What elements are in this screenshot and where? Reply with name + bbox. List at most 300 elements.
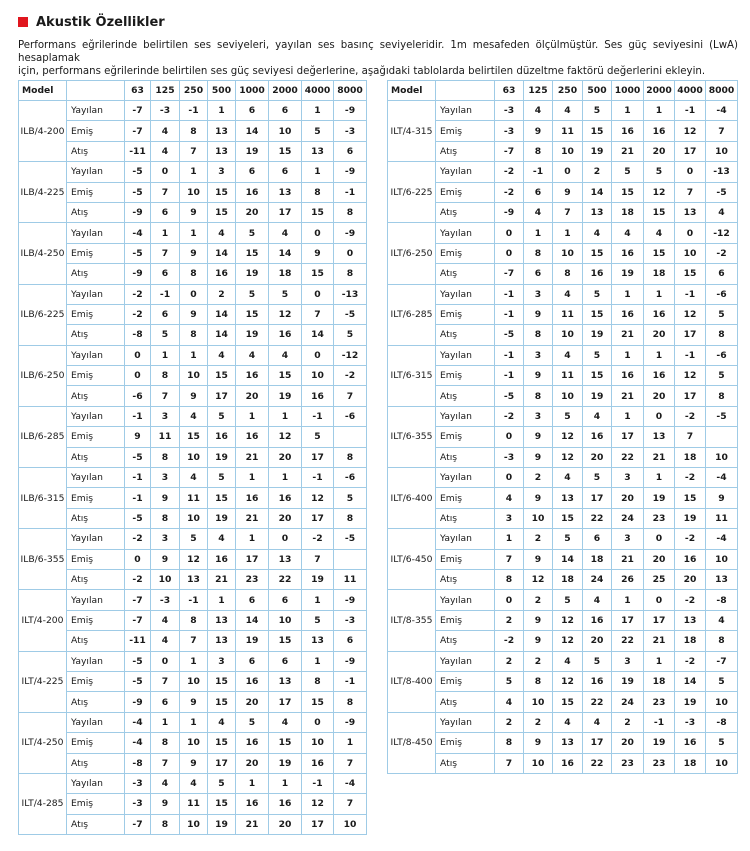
value-cell: 20 — [236, 202, 269, 222]
measurement-type-cell: Emiş — [67, 304, 125, 324]
value-cell: 17 — [269, 692, 302, 712]
value-cell: -2 — [675, 590, 706, 610]
value-cell: 3 — [151, 406, 180, 426]
value-cell: -5 — [125, 671, 151, 691]
value-cell: 8 — [706, 325, 738, 345]
table-row — [19, 733, 367, 753]
value-cell: -2 — [125, 304, 151, 324]
value-cell: 9 — [553, 182, 583, 202]
table-row — [19, 325, 367, 345]
measurement-type-cell: Atış — [67, 325, 125, 345]
value-cell: -8 — [706, 590, 738, 610]
value-cell: 15 — [302, 692, 334, 712]
value-cell: 7 — [675, 182, 706, 202]
value-cell: 0 — [553, 162, 583, 182]
value-cell: 12 — [675, 366, 706, 386]
measurement-type-cell: Emiş — [436, 733, 495, 753]
value-cell: 4 — [583, 223, 612, 243]
value-cell: 15 — [269, 366, 302, 386]
value-cell: 16 — [644, 366, 675, 386]
value-cell: 8 — [180, 121, 208, 141]
value-cell: 12 — [644, 182, 675, 202]
value-cell: 21 — [644, 447, 675, 467]
value-cell: 6 — [583, 529, 612, 549]
value-cell: 11 — [553, 121, 583, 141]
value-cell: 10 — [553, 325, 583, 345]
value-cell: 8 — [334, 447, 367, 467]
value-cell: 13 — [553, 488, 583, 508]
value-cell: 1 — [269, 468, 302, 488]
table-row — [388, 427, 738, 447]
value-cell: 15 — [208, 794, 236, 814]
measurement-type-cell: Yayılan — [67, 712, 125, 732]
value-cell: 8 — [334, 202, 367, 222]
value-cell: 14 — [208, 325, 236, 345]
measurement-type-cell: Atış — [436, 386, 495, 406]
value-cell: 5 — [553, 406, 583, 426]
value-cell: 1 — [208, 101, 236, 121]
value-cell: -3 — [125, 773, 151, 793]
value-cell: 1 — [269, 773, 302, 793]
value-cell: -1 — [644, 712, 675, 732]
value-cell: 5 — [495, 671, 524, 691]
value-cell: 5 — [706, 671, 738, 691]
value-cell: 1 — [644, 284, 675, 304]
table-row — [388, 447, 738, 467]
column-header-125: 125 — [151, 81, 180, 101]
value-cell: 7 — [302, 549, 334, 569]
table-row — [388, 101, 738, 121]
value-cell: -2 — [495, 182, 524, 202]
value-cell: 4 — [208, 223, 236, 243]
value-cell: 20 — [269, 814, 302, 834]
value-cell: 19 — [208, 814, 236, 834]
model-name-cell: ILB/6-355 — [19, 529, 67, 590]
value-cell: -3 — [151, 101, 180, 121]
value-cell: 6 — [269, 162, 302, 182]
value-cell: 1 — [151, 345, 180, 365]
value-cell: 16 — [236, 427, 269, 447]
value-cell: 20 — [644, 386, 675, 406]
model-name-cell: ILT/4-315 — [388, 101, 436, 162]
value-cell: 14 — [553, 549, 583, 569]
value-cell: 1 — [524, 223, 553, 243]
measurement-type-cell: Atış — [436, 692, 495, 712]
measurement-type-cell: Atış — [436, 264, 495, 284]
value-cell: 0 — [644, 590, 675, 610]
value-cell: 9 — [524, 549, 553, 569]
value-cell: -2 — [675, 468, 706, 488]
table-row — [19, 345, 367, 365]
value-cell: 6 — [524, 264, 553, 284]
measurement-type-cell: Yayılan — [436, 284, 495, 304]
value-cell: 0 — [269, 529, 302, 549]
value-cell: -1 — [302, 406, 334, 426]
acoustic-table-right — [387, 80, 738, 774]
value-cell: 0 — [302, 712, 334, 732]
measurement-type-cell: Atış — [436, 447, 495, 467]
column-header-500: 500 — [208, 81, 236, 101]
value-cell: 5 — [208, 468, 236, 488]
measurement-type-cell: Yayılan — [436, 590, 495, 610]
value-cell: 10 — [334, 814, 367, 834]
measurement-type-cell: Emiş — [436, 121, 495, 141]
value-cell: 5 — [236, 284, 269, 304]
measurement-type-cell: Emiş — [436, 549, 495, 569]
value-cell: 17 — [583, 733, 612, 753]
table-row — [388, 366, 738, 386]
value-cell: 13 — [208, 610, 236, 630]
column-header-1000: 1000 — [612, 81, 644, 101]
value-cell: 13 — [706, 569, 738, 589]
value-cell: 4 — [612, 223, 644, 243]
value-cell: 5 — [583, 651, 612, 671]
value-cell: -5 — [495, 386, 524, 406]
value-cell: 10 — [706, 753, 738, 773]
value-cell: 1 — [612, 284, 644, 304]
value-cell: 15 — [675, 264, 706, 284]
value-cell: -4 — [706, 468, 738, 488]
value-cell: -8 — [706, 712, 738, 732]
value-cell: -2 — [125, 569, 151, 589]
column-header-2000: 2000 — [644, 81, 675, 101]
value-cell: 5 — [151, 325, 180, 345]
measurement-type-cell: Emiş — [436, 366, 495, 386]
value-cell: 4 — [151, 773, 180, 793]
value-cell: 4 — [583, 590, 612, 610]
value-cell: 5 — [269, 284, 302, 304]
value-cell: 11 — [151, 427, 180, 447]
value-cell: -1 — [125, 406, 151, 426]
value-cell: 10 — [180, 671, 208, 691]
table-row — [19, 529, 367, 549]
value-cell: 20 — [644, 141, 675, 161]
value-cell: 4 — [151, 121, 180, 141]
value-cell: -1 — [334, 671, 367, 691]
value-cell: -2 — [495, 406, 524, 426]
measurement-type-cell: Emiş — [67, 121, 125, 141]
table-row — [388, 549, 738, 569]
table-row — [388, 671, 738, 691]
value-cell: -3 — [495, 121, 524, 141]
measurement-type-cell: Yayılan — [67, 773, 125, 793]
value-cell: 12 — [553, 671, 583, 691]
value-cell: 6 — [236, 162, 269, 182]
value-cell: 2 — [524, 468, 553, 488]
value-cell: 8 — [180, 610, 208, 630]
value-cell: 7 — [553, 202, 583, 222]
model-name-cell: ILB/6-315 — [19, 468, 67, 529]
value-cell: 23 — [612, 753, 644, 773]
value-cell: 12 — [524, 569, 553, 589]
value-cell: -9 — [495, 202, 524, 222]
value-cell: 22 — [612, 631, 644, 651]
value-cell: 5 — [612, 162, 644, 182]
measurement-type-cell: Yayılan — [436, 406, 495, 426]
value-cell: 15 — [208, 671, 236, 691]
column-header-type — [67, 81, 125, 101]
value-cell: 4 — [151, 610, 180, 630]
value-cell: 8 — [524, 325, 553, 345]
value-cell: 9 — [180, 753, 208, 773]
value-cell: -1 — [334, 182, 367, 202]
value-cell: -8 — [125, 753, 151, 773]
value-cell: 0 — [334, 243, 367, 263]
value-cell: 1 — [180, 223, 208, 243]
value-cell: 13 — [302, 141, 334, 161]
measurement-type-cell: Yayılan — [67, 284, 125, 304]
value-cell: 12 — [180, 549, 208, 569]
value-cell: 5 — [553, 529, 583, 549]
column-header-model: Model — [19, 81, 67, 101]
value-cell: 8 — [151, 366, 180, 386]
measurement-type-cell: Yayılan — [436, 223, 495, 243]
value-cell: -13 — [334, 284, 367, 304]
value-cell — [334, 549, 367, 569]
value-cell: 10 — [553, 243, 583, 263]
value-cell: 20 — [236, 386, 269, 406]
measurement-type-cell: Yayılan — [436, 162, 495, 182]
value-cell: 16 — [612, 366, 644, 386]
value-cell: 7 — [180, 631, 208, 651]
value-cell: 10 — [706, 141, 738, 161]
measurement-type-cell: Emiş — [67, 427, 125, 447]
value-cell: 12 — [553, 427, 583, 447]
value-cell: 9 — [180, 692, 208, 712]
value-cell: 16 — [236, 733, 269, 753]
value-cell: 11 — [334, 569, 367, 589]
value-cell: 13 — [644, 427, 675, 447]
value-cell: 1 — [612, 590, 644, 610]
table-body-right — [388, 101, 738, 774]
value-cell: 0 — [151, 162, 180, 182]
value-cell: 18 — [675, 631, 706, 651]
value-cell: 6 — [151, 692, 180, 712]
measurement-type-cell: Atış — [436, 325, 495, 345]
value-cell: 15 — [583, 121, 612, 141]
value-cell: 7 — [151, 386, 180, 406]
value-cell: 9 — [125, 427, 151, 447]
value-cell: -1 — [675, 345, 706, 365]
value-cell: -4 — [125, 712, 151, 732]
table-row — [19, 427, 367, 447]
value-cell: 15 — [180, 427, 208, 447]
value-cell: -9 — [334, 162, 367, 182]
value-cell: 6 — [269, 590, 302, 610]
table-row — [388, 141, 738, 161]
column-header-500: 500 — [583, 81, 612, 101]
value-cell: 9 — [706, 488, 738, 508]
value-cell: 4 — [495, 488, 524, 508]
model-name-cell: ILT/6-355 — [388, 406, 436, 467]
column-header-125: 125 — [524, 81, 553, 101]
value-cell: 19 — [583, 325, 612, 345]
value-cell: 5 — [644, 162, 675, 182]
value-cell: -2 — [334, 366, 367, 386]
value-cell: 20 — [269, 447, 302, 467]
measurement-type-cell: Yayılan — [67, 162, 125, 182]
table-row — [388, 345, 738, 365]
value-cell: 18 — [644, 264, 675, 284]
value-cell: 16 — [644, 304, 675, 324]
value-cell: 9 — [151, 488, 180, 508]
value-cell: -2 — [495, 162, 524, 182]
value-cell: 21 — [612, 325, 644, 345]
value-cell: 2 — [612, 712, 644, 732]
model-name-cell: ILT/6-225 — [388, 162, 436, 223]
value-cell: 18 — [583, 549, 612, 569]
value-cell: 6 — [151, 304, 180, 324]
measurement-type-cell: Emiş — [436, 671, 495, 691]
value-cell: -1 — [302, 773, 334, 793]
value-cell: 12 — [269, 304, 302, 324]
measurement-type-cell: Atış — [67, 447, 125, 467]
value-cell: 19 — [612, 671, 644, 691]
value-cell: 4 — [553, 284, 583, 304]
value-cell: -9 — [125, 264, 151, 284]
value-cell: 4 — [151, 631, 180, 651]
value-cell: 16 — [675, 549, 706, 569]
value-cell: 17 — [644, 610, 675, 630]
value-cell: 13 — [208, 631, 236, 651]
value-cell: -5 — [334, 304, 367, 324]
value-cell: 12 — [675, 121, 706, 141]
value-cell: 6 — [236, 651, 269, 671]
intro-paragraph — [18, 39, 738, 78]
value-cell: 4 — [236, 345, 269, 365]
value-cell: 20 — [236, 753, 269, 773]
value-cell: 1 — [302, 590, 334, 610]
value-cell: 16 — [612, 243, 644, 263]
value-cell: -1 — [675, 101, 706, 121]
value-cell: -2 — [125, 284, 151, 304]
value-cell: 1 — [151, 223, 180, 243]
table-row — [19, 488, 367, 508]
value-cell: 13 — [269, 671, 302, 691]
table-row — [19, 610, 367, 630]
value-cell: 20 — [644, 549, 675, 569]
value-cell: 4 — [524, 202, 553, 222]
value-cell: -3 — [125, 794, 151, 814]
value-cell: 2 — [495, 712, 524, 732]
value-cell: 6 — [236, 590, 269, 610]
value-cell: 10 — [302, 366, 334, 386]
value-cell: 9 — [524, 121, 553, 141]
table-row — [19, 121, 367, 141]
value-cell: 8 — [706, 386, 738, 406]
model-name-cell: ILT/8-450 — [388, 712, 436, 773]
value-cell: 2 — [583, 162, 612, 182]
table-row — [388, 631, 738, 651]
value-cell: 8 — [495, 569, 524, 589]
value-cell: -2 — [125, 529, 151, 549]
value-cell: 4 — [180, 406, 208, 426]
value-cell: 18 — [269, 264, 302, 284]
model-name-cell: ILB/6-225 — [19, 284, 67, 345]
value-cell: -9 — [334, 651, 367, 671]
value-cell: 1 — [236, 773, 269, 793]
value-cell: 12 — [269, 427, 302, 447]
column-header-8000: 8000 — [334, 81, 367, 101]
value-cell: 13 — [180, 569, 208, 589]
value-cell: 3 — [612, 468, 644, 488]
value-cell: 23 — [236, 569, 269, 589]
value-cell: -3 — [151, 590, 180, 610]
table-row — [19, 671, 367, 691]
value-cell: 11 — [553, 304, 583, 324]
value-cell: 9 — [151, 549, 180, 569]
value-cell: -3 — [675, 712, 706, 732]
value-cell: 8 — [524, 386, 553, 406]
table-row — [19, 549, 367, 569]
value-cell: 10 — [524, 753, 553, 773]
measurement-type-cell: Atış — [436, 202, 495, 222]
value-cell: 5 — [553, 590, 583, 610]
value-cell: 14 — [236, 121, 269, 141]
value-cell: 8 — [180, 264, 208, 284]
model-name-cell: ILB/4-200 — [19, 101, 67, 162]
value-cell: 8 — [302, 671, 334, 691]
value-cell: 8 — [151, 814, 180, 834]
measurement-type-cell: Yayılan — [436, 468, 495, 488]
value-cell: -5 — [125, 508, 151, 528]
measurement-type-cell: Yayılan — [436, 651, 495, 671]
table-body-left — [19, 101, 367, 835]
value-cell: 26 — [612, 569, 644, 589]
measurement-type-cell: Emiş — [67, 366, 125, 386]
value-cell: 19 — [675, 692, 706, 712]
value-cell: 16 — [302, 386, 334, 406]
value-cell: 18 — [644, 671, 675, 691]
value-cell: 22 — [269, 569, 302, 589]
measurement-type-cell: Yayılan — [436, 101, 495, 121]
value-cell: -2 — [675, 406, 706, 426]
value-cell: 4 — [706, 610, 738, 630]
measurement-type-cell: Atış — [67, 814, 125, 834]
value-cell: 2 — [524, 529, 553, 549]
value-cell: 1 — [236, 406, 269, 426]
value-cell: -7 — [495, 264, 524, 284]
value-cell: -5 — [706, 182, 738, 202]
value-cell: -5 — [495, 325, 524, 345]
value-cell: 3 — [208, 162, 236, 182]
value-cell: 4 — [644, 223, 675, 243]
measurement-type-cell: Emiş — [67, 733, 125, 753]
value-cell: 5 — [180, 529, 208, 549]
value-cell: 8 — [151, 447, 180, 467]
value-cell: 20 — [583, 631, 612, 651]
value-cell: 2 — [524, 712, 553, 732]
value-cell: 8 — [706, 631, 738, 651]
value-cell: 9 — [524, 366, 553, 386]
value-cell: 9 — [180, 202, 208, 222]
value-cell: 16 — [208, 549, 236, 569]
value-cell: -7 — [125, 814, 151, 834]
value-cell: 21 — [236, 447, 269, 467]
value-cell: 21 — [236, 814, 269, 834]
value-cell: 1 — [151, 712, 180, 732]
value-cell: 16 — [269, 325, 302, 345]
value-cell: 15 — [208, 733, 236, 753]
value-cell: 18 — [612, 202, 644, 222]
value-cell: -9 — [334, 712, 367, 732]
table-row — [388, 264, 738, 284]
value-cell: 19 — [644, 733, 675, 753]
value-cell: 22 — [612, 447, 644, 467]
value-cell: 8 — [495, 733, 524, 753]
value-cell: 4 — [553, 712, 583, 732]
table-row — [19, 223, 367, 243]
